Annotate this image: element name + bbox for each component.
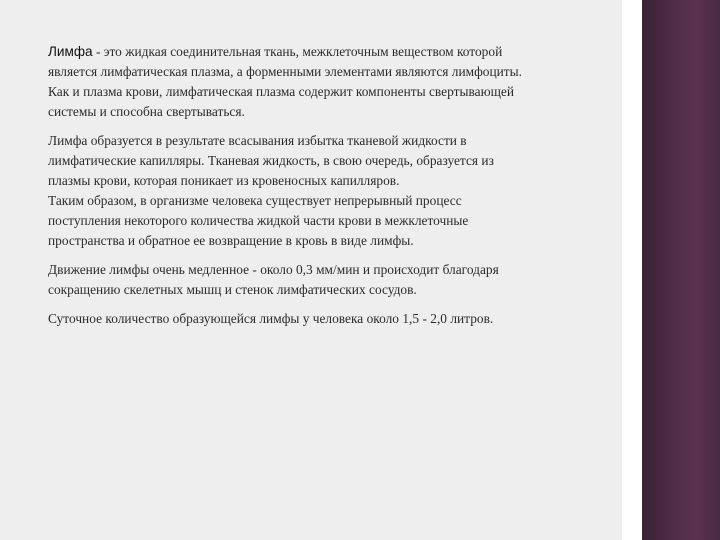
- definition-text: - это жидкая соединительная ткань, межклеточным веществом которой: [92, 44, 503, 59]
- text-body: [48, 42, 620, 338]
- text-line: [48, 42, 620, 62]
- paragraph-definition: [48, 42, 620, 122]
- decorative-side-band: [642, 0, 720, 540]
- text-line: сокращению скелетных мышц и стенок лимфатических сосудов.: [48, 282, 417, 297]
- text-line: лимфатические капилляры. Тканевая жидкость, в свою очередь, образуется из: [48, 153, 494, 168]
- text-line: плазмы крови, которая поникает из кровеносных капилляров.: [48, 173, 400, 188]
- divider: [622, 0, 642, 540]
- text-line: Суточное количество образующейся лимфы у человека около 1,5 - 2,0 литров.: [48, 311, 494, 326]
- paragraph-daily-volume: [48, 309, 620, 329]
- text-line: является лимфатическая плазма, а форменными элементами являются лимфоциты.: [48, 64, 523, 79]
- text-line: поступления некоторого количества жидкой части крови в межклеточные: [48, 213, 469, 228]
- term-lymph: Лимфа: [48, 44, 93, 59]
- text-line: Движение лимфы очень медленное - около 0,3 мм/мин и происходит благодаря: [48, 262, 499, 277]
- paragraph-formation: [48, 131, 620, 251]
- text-line: пространства и обратное ее возвращение в кровь в виде лимфы.: [48, 233, 414, 248]
- text-line: системы и способна свертываться.: [48, 104, 245, 119]
- text-line: Лимфа образуется в результате всасывания избытка тканевой жидкости в: [48, 133, 467, 148]
- text-line: Таким образом, в организме человека существует непрерывный процесс: [48, 193, 462, 208]
- paragraph-movement: [48, 260, 620, 300]
- text-line: Как и плазма крови, лимфатическая плазма содержит компоненты свертывающей: [48, 84, 515, 99]
